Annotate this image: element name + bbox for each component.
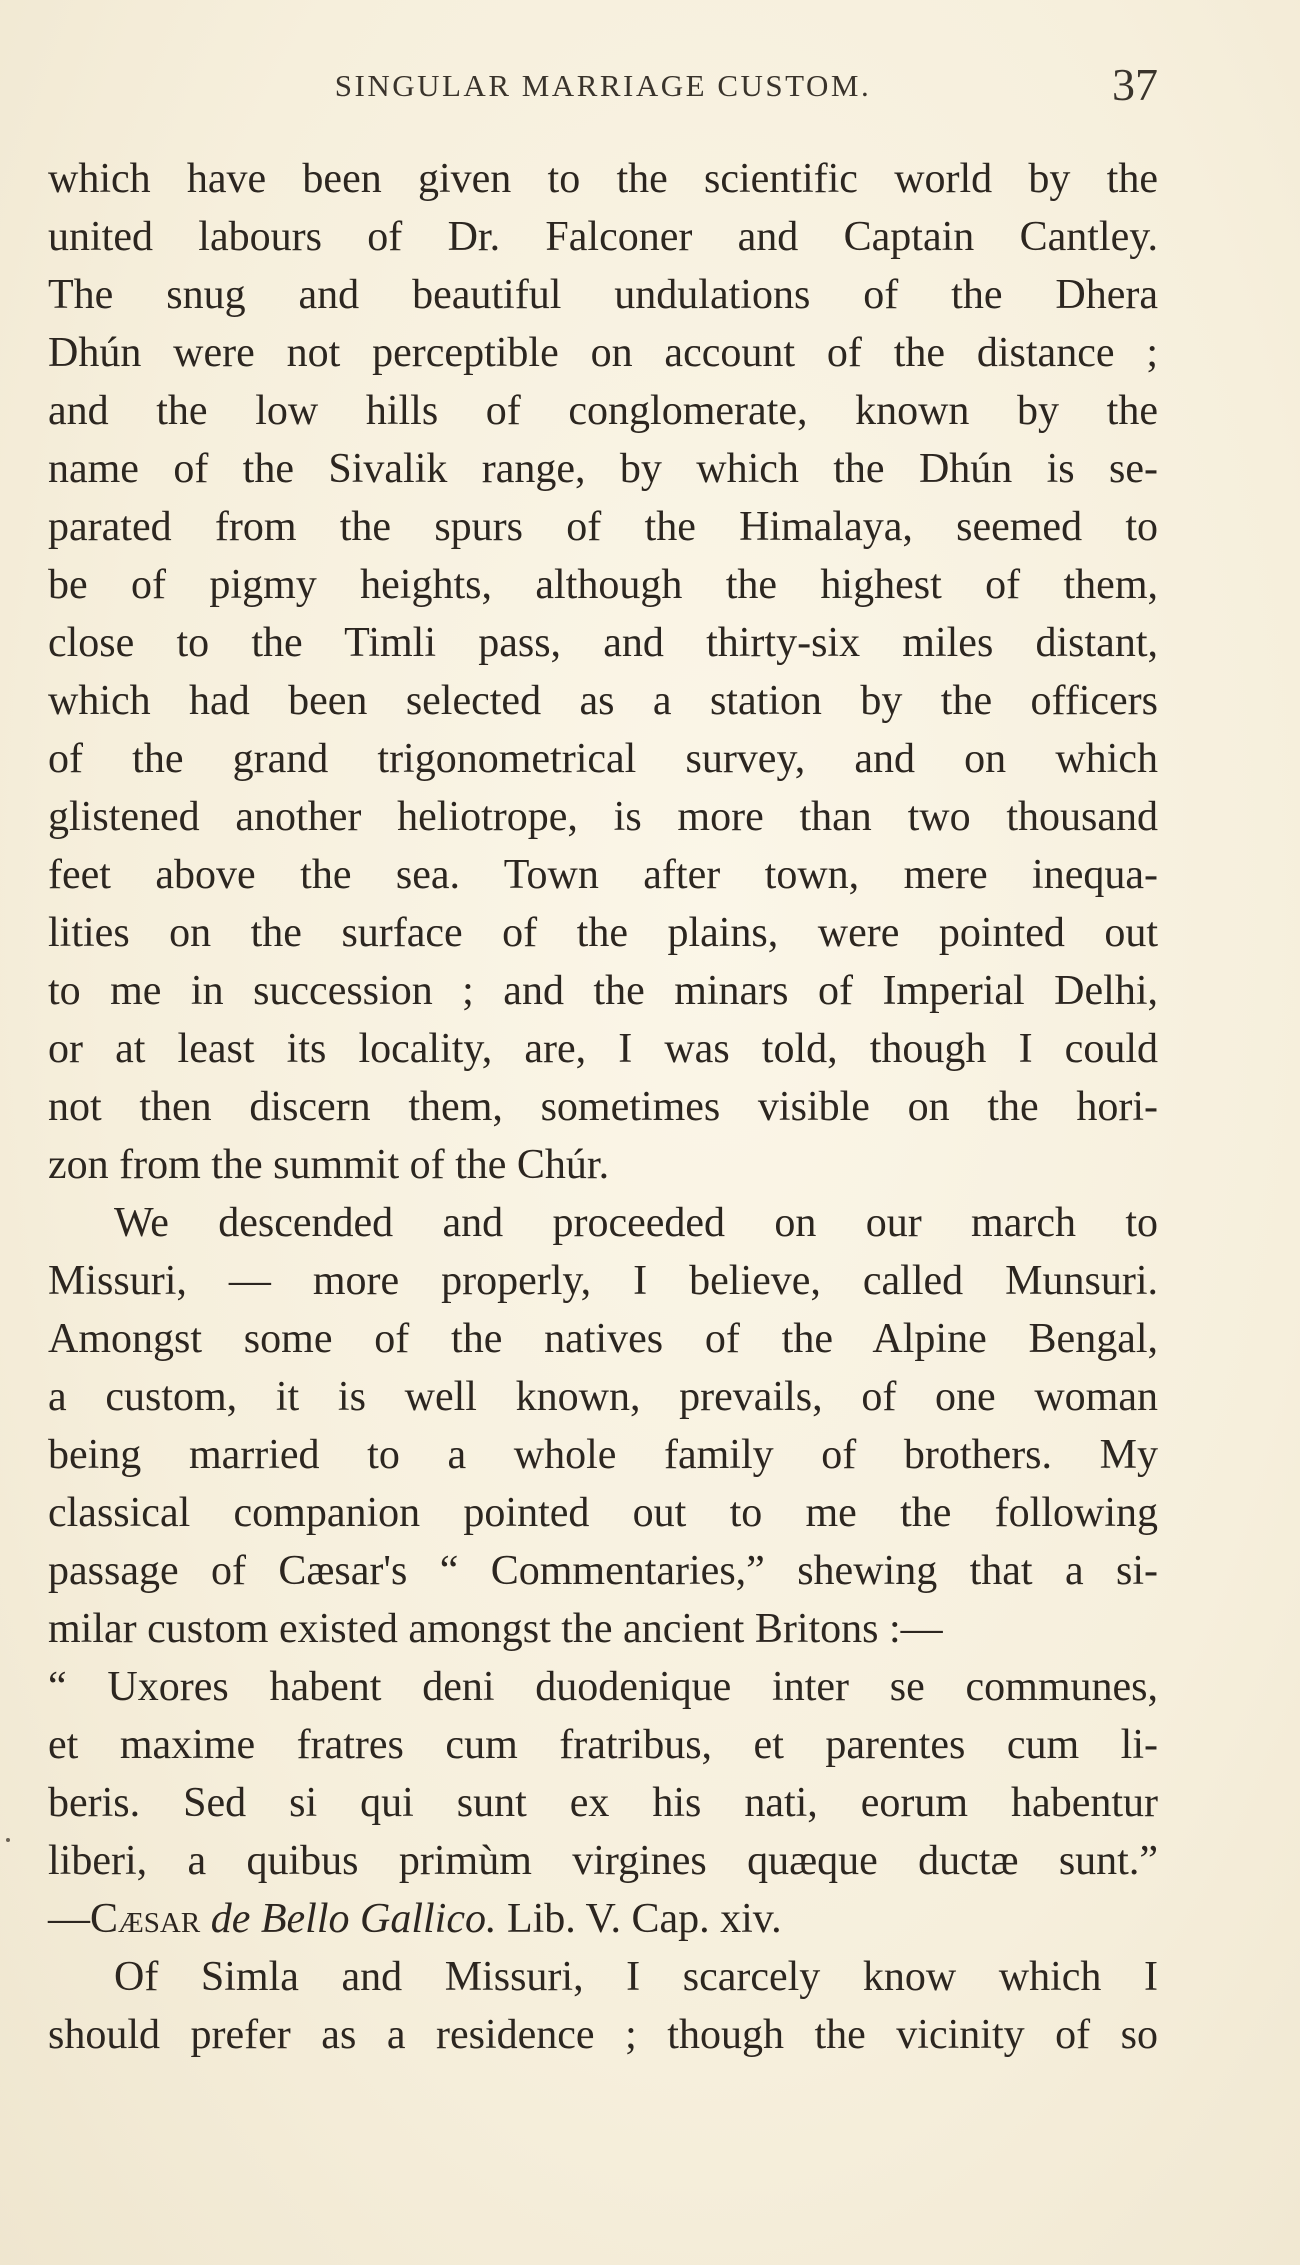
citation-work: de Bello Gallico. <box>210 1896 497 1942</box>
text-line: should prefer as a residence ; though the vicinity of so <box>48 2012 1158 2058</box>
text-line: name of the Sivalik range, by which the Dhún is se- <box>48 446 1158 492</box>
citation-reference: Lib. V. Cap. xiv. <box>506 1896 782 1942</box>
text-line: passage of Cæsar's “ Commentaries,” shewing that a si- <box>48 1548 1158 1594</box>
text-line: which have been given to the scientific world by the <box>48 156 1158 202</box>
quote-line: et maxime fratres cum fratribus, et parentes cum li- <box>48 1722 1158 1768</box>
text-line: close to the Timli pass, and thirty-six miles distant, <box>48 620 1158 666</box>
text-line: to me in succession ; and the minars of Imperial Delhi, <box>48 968 1158 1014</box>
text-line: be of pigmy heights, although the highest of them, <box>48 562 1158 608</box>
text-line: glistened another heliotrope, is more than two thousand <box>48 794 1158 840</box>
text-line: a custom, it is well known, prevails, of one woman <box>48 1374 1158 1420</box>
citation-line <box>48 1890 1158 1948</box>
text-line: of the grand trigonometrical survey, and on which <box>48 736 1158 782</box>
text-line: or at least its locality, are, I was told, though I could <box>48 1026 1158 1072</box>
running-head <box>48 58 1158 128</box>
text-line: united labours of Dr. Falconer and Captain Cantley. <box>48 214 1158 260</box>
text-line: Dhún were not perceptible on account of the distance ; <box>48 330 1158 376</box>
text-line: feet above the sea. Town after town, mere inequa- <box>48 852 1158 898</box>
text-line: We descended and proceeded on our march to <box>114 1200 1158 1246</box>
citation-author: Cæsar <box>90 1896 201 1942</box>
text-line: and the low hills of conglomerate, known by the <box>48 388 1158 434</box>
text-line: classical companion pointed out to me the following <box>48 1490 1158 1536</box>
text-line: milar custom existed amongst the ancient Britons :— <box>48 1606 943 1652</box>
text-line: Missuri, — more properly, I believe, called Munsuri. <box>48 1258 1158 1304</box>
body-text <box>48 150 1158 2064</box>
text-line: Amongst some of the natives of the Alpine Bengal, <box>48 1316 1158 1362</box>
text-line: not then discern them, sometimes visible on the hori- <box>48 1084 1158 1130</box>
text-line: Of Simla and Missuri, I scarcely know which I <box>114 1954 1158 2000</box>
quote-line: liberi, a quibus primùm virgines quæque ductæ sunt.” <box>48 1838 1158 1884</box>
page-number: 37 <box>1112 59 1158 110</box>
ink-speck <box>6 1838 10 1842</box>
text-line: parated from the spurs of the Himalaya, seemed to <box>48 504 1158 550</box>
text-line: lities on the surface of the plains, were pointed out <box>48 910 1158 956</box>
quote-line: beris. Sed si qui sunt ex his nati, eorum habentur <box>48 1780 1158 1826</box>
text-line: The snug and beautiful undulations of the Dhera <box>48 272 1158 318</box>
text-line: which had been selected as a station by the officers <box>48 678 1158 724</box>
running-title: SINGULAR MARRIAGE CUSTOM. <box>334 68 872 103</box>
text-line: being married to a whole family of brothers. My <box>48 1432 1158 1478</box>
citation-dash: — <box>48 1896 90 1942</box>
text-line: zon from the summit of the Chúr. <box>48 1142 610 1188</box>
quote-line: “ Uxores habent deni duodenique inter se communes, <box>48 1664 1158 1710</box>
